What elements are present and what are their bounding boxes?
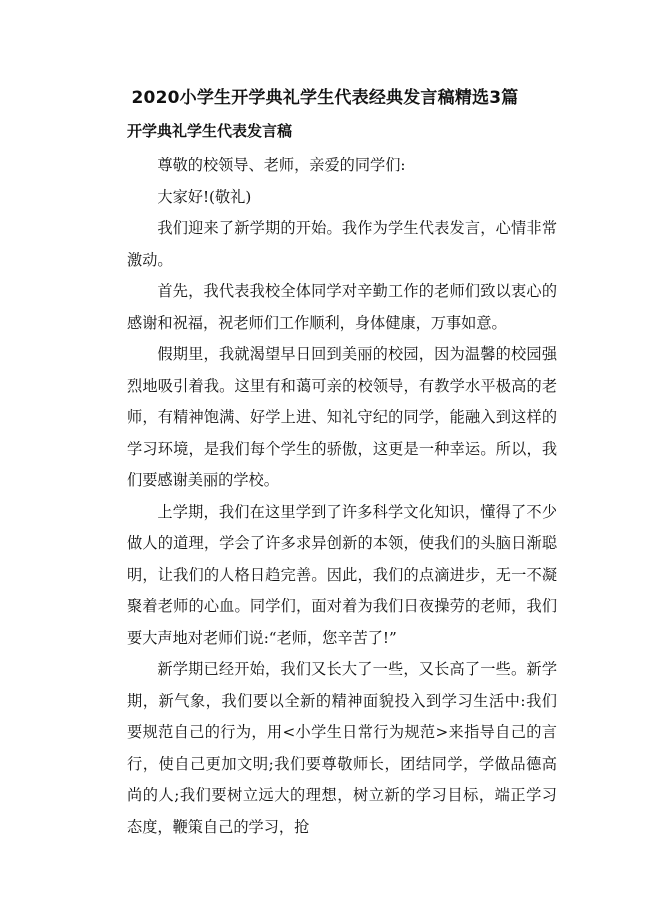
paragraph-campus: 假期里，我就渴望早日回到美丽的校园，因为温馨的校园强烈地吸引着我。这里有和蔼可亲的校领导，有教学水平极高的老师，有精神饱满、好学上进、知礼守纪的同学，能融入到这样的学习环境，是我们每个学生的骄傲，这更是一种幸运。所以，我们要感谢美丽的学校。 — [127, 345, 557, 489]
paragraph-new-term: 新学期已经开始，我们又长大了一些，又长高了一些。新学期，新气象，我们要以全新的精神面貌投入到学习生活中:我们要规范自己的行为，用<小学生日常行为规范>来指导自己的言行，使自己更加文明;我们要尊敬师长，团结同学，学做品德高尚的人;我们要树立远大的理想，树立新的学习目标，端正学习态度，鞭策自己的学习，抢 — [127, 660, 557, 836]
document-subtitle: 开学典礼学生代表发言稿 — [127, 122, 293, 140]
document-title: 2020小学生开学典礼学生代表经典发言稿精选3篇 — [131, 88, 519, 108]
paragraph-opening: 我们迎来了新学期的开始。我作为学生代表发言，心情非常激动。 — [127, 219, 557, 269]
paragraph-salute: 大家好!(敬礼) — [157, 187, 252, 206]
paragraph-greeting: 尊敬的校领导、老师，亲爱的同学们: — [157, 156, 406, 174]
document-body — [127, 150, 557, 843]
paragraph-thanks: 首先，我代表我校全体同学对辛勤工作的老师们致以衷心的感谢和祝福，祝老师们工作顺利，身体健康，万事如意。 — [127, 282, 557, 332]
paragraph-last-term: 上学期，我们在这里学到了许多科学文化知识，懂得了不少做人的道理，学会了许多求异创新的本领，使我们的头脑日渐聪明，让我们的人格日趋完善。因此，我们的点滴进步，无一不凝聚着老师的心血。同学们，面对着为我们日夜操劳的老师，我们要大声地对老师们说:“老师，您辛苦了!” — [127, 502, 557, 647]
